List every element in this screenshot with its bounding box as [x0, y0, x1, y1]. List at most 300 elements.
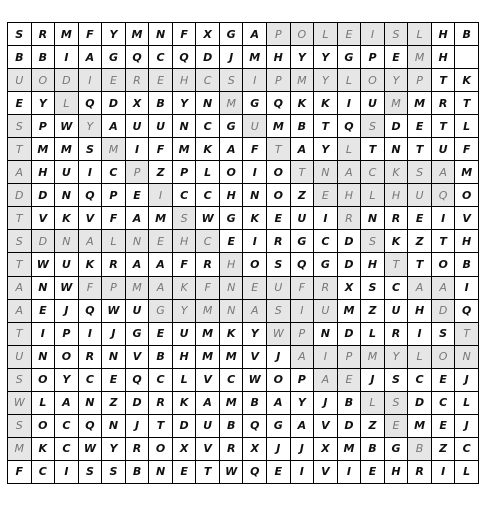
- letter-cell[interactable]: R: [78, 345, 102, 368]
- letter-cell[interactable]: S: [219, 69, 243, 92]
- letter-cell[interactable]: U: [125, 115, 149, 138]
- letter-cell[interactable]: A: [102, 115, 126, 138]
- letter-cell[interactable]: C: [196, 230, 220, 253]
- letter-cell[interactable]: G: [219, 115, 243, 138]
- letter-cell[interactable]: I: [78, 69, 102, 92]
- letter-cell[interactable]: E: [219, 230, 243, 253]
- letter-cell[interactable]: H: [384, 184, 408, 207]
- letter-cell[interactable]: M: [337, 437, 361, 460]
- letter-cell[interactable]: F: [78, 276, 102, 299]
- letter-cell[interactable]: L: [337, 138, 361, 161]
- letter-cell[interactable]: T: [408, 138, 432, 161]
- letter-cell[interactable]: L: [172, 368, 196, 391]
- letter-cell[interactable]: A: [8, 276, 32, 299]
- letter-cell[interactable]: G: [267, 414, 291, 437]
- letter-cell[interactable]: I: [149, 184, 173, 207]
- letter-cell[interactable]: G: [219, 23, 243, 46]
- letter-cell[interactable]: I: [314, 207, 338, 230]
- letter-cell[interactable]: G: [384, 437, 408, 460]
- letter-cell[interactable]: Q: [455, 299, 479, 322]
- letter-cell[interactable]: F: [243, 138, 267, 161]
- letter-cell[interactable]: Y: [172, 92, 196, 115]
- letter-cell[interactable]: B: [337, 391, 361, 414]
- letter-cell[interactable]: Y: [314, 46, 338, 69]
- letter-cell[interactable]: H: [219, 253, 243, 276]
- letter-cell[interactable]: V: [243, 345, 267, 368]
- letter-cell[interactable]: Y: [384, 69, 408, 92]
- letter-cell[interactable]: I: [55, 460, 79, 483]
- letter-cell[interactable]: P: [290, 368, 314, 391]
- letter-cell[interactable]: C: [219, 368, 243, 391]
- letter-cell[interactable]: C: [102, 161, 126, 184]
- letter-cell[interactable]: H: [361, 253, 385, 276]
- letter-cell[interactable]: Q: [337, 115, 361, 138]
- letter-cell[interactable]: N: [219, 299, 243, 322]
- letter-cell[interactable]: R: [125, 69, 149, 92]
- letter-cell[interactable]: O: [149, 437, 173, 460]
- letter-cell[interactable]: B: [149, 92, 173, 115]
- letter-cell[interactable]: E: [337, 368, 361, 391]
- letter-cell[interactable]: M: [196, 322, 220, 345]
- letter-cell[interactable]: A: [78, 230, 102, 253]
- letter-cell[interactable]: I: [55, 46, 79, 69]
- letter-cell[interactable]: M: [361, 345, 385, 368]
- letter-cell[interactable]: M: [243, 46, 267, 69]
- letter-cell[interactable]: K: [455, 69, 479, 92]
- letter-cell[interactable]: K: [31, 437, 55, 460]
- letter-cell[interactable]: A: [243, 299, 267, 322]
- letter-cell[interactable]: R: [384, 207, 408, 230]
- letter-cell[interactable]: C: [408, 368, 432, 391]
- letter-cell[interactable]: A: [149, 253, 173, 276]
- letter-cell[interactable]: E: [102, 69, 126, 92]
- letter-cell[interactable]: Y: [243, 322, 267, 345]
- letter-cell[interactable]: Q: [243, 460, 267, 483]
- letter-cell[interactable]: E: [31, 299, 55, 322]
- letter-cell[interactable]: W: [31, 253, 55, 276]
- letter-cell[interactable]: A: [55, 391, 79, 414]
- letter-cell[interactable]: L: [102, 230, 126, 253]
- letter-cell[interactable]: H: [172, 345, 196, 368]
- letter-cell[interactable]: Y: [172, 299, 196, 322]
- letter-cell[interactable]: C: [31, 460, 55, 483]
- letter-cell[interactable]: I: [243, 69, 267, 92]
- letter-cell[interactable]: O: [267, 368, 291, 391]
- letter-cell[interactable]: X: [196, 23, 220, 46]
- letter-cell[interactable]: A: [125, 253, 149, 276]
- letter-cell[interactable]: Z: [149, 161, 173, 184]
- letter-cell[interactable]: M: [196, 299, 220, 322]
- letter-cell[interactable]: N: [78, 391, 102, 414]
- letter-cell[interactable]: T: [8, 207, 32, 230]
- letter-cell[interactable]: L: [314, 23, 338, 46]
- letter-cell[interactable]: M: [8, 437, 32, 460]
- letter-cell[interactable]: L: [361, 391, 385, 414]
- letter-cell[interactable]: C: [196, 115, 220, 138]
- letter-cell[interactable]: K: [243, 207, 267, 230]
- letter-cell[interactable]: H: [172, 69, 196, 92]
- letter-cell[interactable]: T: [149, 414, 173, 437]
- letter-cell[interactable]: M: [337, 299, 361, 322]
- letter-cell[interactable]: M: [196, 345, 220, 368]
- letter-cell[interactable]: N: [219, 276, 243, 299]
- letter-cell[interactable]: C: [55, 414, 79, 437]
- letter-cell[interactable]: E: [8, 92, 32, 115]
- letter-cell[interactable]: C: [149, 46, 173, 69]
- letter-cell[interactable]: H: [431, 46, 455, 69]
- letter-cell[interactable]: U: [361, 92, 385, 115]
- letter-cell[interactable]: C: [196, 69, 220, 92]
- letter-cell[interactable]: E: [149, 230, 173, 253]
- letter-cell[interactable]: J: [455, 414, 479, 437]
- letter-cell[interactable]: I: [361, 23, 385, 46]
- letter-cell[interactable]: A: [8, 299, 32, 322]
- letter-cell[interactable]: U: [267, 276, 291, 299]
- letter-cell[interactable]: A: [196, 391, 220, 414]
- letter-cell[interactable]: T: [267, 138, 291, 161]
- letter-cell[interactable]: B: [125, 460, 149, 483]
- letter-cell[interactable]: R: [196, 253, 220, 276]
- letter-cell[interactable]: V: [125, 345, 149, 368]
- letter-cell[interactable]: U: [172, 322, 196, 345]
- letter-cell[interactable]: P: [102, 276, 126, 299]
- letter-cell[interactable]: S: [78, 138, 102, 161]
- letter-cell[interactable]: Z: [290, 184, 314, 207]
- letter-cell[interactable]: Y: [102, 23, 126, 46]
- letter-cell[interactable]: U: [8, 69, 32, 92]
- letter-cell[interactable]: F: [8, 460, 32, 483]
- letter-cell[interactable]: P: [337, 345, 361, 368]
- letter-cell[interactable]: N: [455, 345, 479, 368]
- letter-cell[interactable]: E: [384, 414, 408, 437]
- letter-cell[interactable]: G: [290, 230, 314, 253]
- letter-cell[interactable]: S: [8, 230, 32, 253]
- letter-cell[interactable]: R: [102, 253, 126, 276]
- letter-cell[interactable]: R: [125, 437, 149, 460]
- letter-cell[interactable]: J: [55, 299, 79, 322]
- letter-cell[interactable]: Z: [361, 299, 385, 322]
- letter-cell[interactable]: F: [149, 138, 173, 161]
- letter-cell[interactable]: T: [384, 253, 408, 276]
- letter-cell[interactable]: K: [384, 161, 408, 184]
- letter-cell[interactable]: E: [102, 368, 126, 391]
- letter-cell[interactable]: L: [455, 391, 479, 414]
- letter-cell[interactable]: T: [361, 138, 385, 161]
- letter-cell[interactable]: A: [267, 391, 291, 414]
- letter-cell[interactable]: I: [78, 161, 102, 184]
- letter-cell[interactable]: O: [243, 253, 267, 276]
- letter-cell[interactable]: O: [31, 414, 55, 437]
- letter-cell[interactable]: F: [78, 23, 102, 46]
- letter-cell[interactable]: L: [337, 69, 361, 92]
- letter-cell[interactable]: M: [219, 391, 243, 414]
- letter-cell[interactable]: A: [408, 276, 432, 299]
- letter-cell[interactable]: S: [102, 460, 126, 483]
- letter-cell[interactable]: Z: [408, 230, 432, 253]
- letter-cell[interactable]: M: [55, 23, 79, 46]
- letter-cell[interactable]: W: [219, 460, 243, 483]
- letter-cell[interactable]: C: [384, 276, 408, 299]
- letter-cell[interactable]: I: [314, 345, 338, 368]
- letter-cell[interactable]: N: [196, 92, 220, 115]
- letter-cell[interactable]: Z: [361, 414, 385, 437]
- letter-cell[interactable]: H: [408, 299, 432, 322]
- letter-cell[interactable]: N: [149, 460, 173, 483]
- letter-cell[interactable]: F: [290, 276, 314, 299]
- letter-cell[interactable]: O: [219, 161, 243, 184]
- letter-cell[interactable]: U: [290, 207, 314, 230]
- letter-cell[interactable]: H: [384, 460, 408, 483]
- letter-cell[interactable]: S: [267, 253, 291, 276]
- letter-cell[interactable]: S: [172, 207, 196, 230]
- letter-cell[interactable]: N: [361, 207, 385, 230]
- letter-cell[interactable]: I: [290, 299, 314, 322]
- letter-cell[interactable]: T: [196, 460, 220, 483]
- letter-cell[interactable]: X: [125, 92, 149, 115]
- letter-cell[interactable]: M: [267, 115, 291, 138]
- letter-cell[interactable]: J: [361, 368, 385, 391]
- letter-cell[interactable]: A: [431, 161, 455, 184]
- letter-cell[interactable]: A: [219, 138, 243, 161]
- letter-cell[interactable]: V: [314, 460, 338, 483]
- letter-cell[interactable]: S: [361, 276, 385, 299]
- letter-cell[interactable]: C: [196, 184, 220, 207]
- letter-cell[interactable]: M: [55, 138, 79, 161]
- letter-cell[interactable]: Q: [125, 46, 149, 69]
- letter-cell[interactable]: Q: [431, 184, 455, 207]
- letter-cell[interactable]: D: [337, 414, 361, 437]
- letter-cell[interactable]: V: [196, 368, 220, 391]
- letter-cell[interactable]: I: [78, 322, 102, 345]
- letter-cell[interactable]: N: [243, 184, 267, 207]
- letter-cell[interactable]: M: [219, 92, 243, 115]
- letter-cell[interactable]: D: [431, 299, 455, 322]
- letter-cell[interactable]: H: [31, 161, 55, 184]
- letter-cell[interactable]: E: [361, 460, 385, 483]
- letter-cell[interactable]: U: [408, 184, 432, 207]
- letter-cell[interactable]: A: [149, 276, 173, 299]
- letter-cell[interactable]: F: [172, 23, 196, 46]
- letter-cell[interactable]: T: [8, 138, 32, 161]
- letter-cell[interactable]: V: [78, 207, 102, 230]
- letter-cell[interactable]: L: [55, 92, 79, 115]
- letter-cell[interactable]: A: [8, 161, 32, 184]
- letter-cell[interactable]: X: [172, 437, 196, 460]
- letter-cell[interactable]: X: [314, 437, 338, 460]
- letter-cell[interactable]: E: [267, 460, 291, 483]
- letter-cell[interactable]: Y: [384, 345, 408, 368]
- letter-cell[interactable]: Y: [290, 391, 314, 414]
- letter-cell[interactable]: A: [290, 345, 314, 368]
- letter-cell[interactable]: H: [337, 184, 361, 207]
- letter-cell[interactable]: A: [125, 207, 149, 230]
- letter-cell[interactable]: V: [314, 414, 338, 437]
- letter-cell[interactable]: O: [31, 69, 55, 92]
- letter-cell[interactable]: Z: [102, 391, 126, 414]
- letter-cell[interactable]: O: [31, 368, 55, 391]
- letter-cell[interactable]: L: [361, 184, 385, 207]
- letter-cell[interactable]: D: [31, 184, 55, 207]
- letter-cell[interactable]: V: [31, 207, 55, 230]
- letter-cell[interactable]: D: [337, 253, 361, 276]
- letter-cell[interactable]: T: [408, 253, 432, 276]
- letter-cell[interactable]: D: [337, 322, 361, 345]
- letter-cell[interactable]: C: [172, 184, 196, 207]
- letter-cell[interactable]: R: [337, 207, 361, 230]
- letter-cell[interactable]: U: [149, 115, 173, 138]
- letter-cell[interactable]: K: [384, 230, 408, 253]
- letter-cell[interactable]: T: [290, 161, 314, 184]
- letter-cell[interactable]: M: [384, 92, 408, 115]
- letter-cell[interactable]: D: [384, 115, 408, 138]
- letter-cell[interactable]: E: [408, 115, 432, 138]
- letter-cell[interactable]: Y: [102, 437, 126, 460]
- letter-cell[interactable]: Q: [172, 46, 196, 69]
- letter-cell[interactable]: E: [408, 207, 432, 230]
- letter-cell[interactable]: I: [337, 92, 361, 115]
- letter-cell[interactable]: E: [384, 46, 408, 69]
- letter-cell[interactable]: S: [267, 299, 291, 322]
- letter-cell[interactable]: A: [337, 161, 361, 184]
- letter-cell[interactable]: D: [102, 92, 126, 115]
- letter-cell[interactable]: P: [361, 46, 385, 69]
- letter-cell[interactable]: N: [384, 138, 408, 161]
- letter-cell[interactable]: S: [8, 368, 32, 391]
- letter-cell[interactable]: W: [102, 299, 126, 322]
- letter-cell[interactable]: L: [31, 391, 55, 414]
- letter-cell[interactable]: S: [361, 115, 385, 138]
- letter-cell[interactable]: G: [125, 322, 149, 345]
- letter-cell[interactable]: S: [408, 161, 432, 184]
- letter-cell[interactable]: Y: [314, 138, 338, 161]
- letter-cell[interactable]: R: [314, 276, 338, 299]
- letter-cell[interactable]: B: [243, 391, 267, 414]
- letter-cell[interactable]: Q: [243, 414, 267, 437]
- letter-cell[interactable]: I: [243, 230, 267, 253]
- letter-cell[interactable]: K: [219, 322, 243, 345]
- letter-cell[interactable]: G: [149, 299, 173, 322]
- letter-cell[interactable]: M: [455, 161, 479, 184]
- letter-cell[interactable]: B: [31, 46, 55, 69]
- letter-cell[interactable]: O: [267, 161, 291, 184]
- letter-cell[interactable]: T: [314, 115, 338, 138]
- letter-cell[interactable]: E: [314, 184, 338, 207]
- letter-cell[interactable]: C: [314, 230, 338, 253]
- letter-cell[interactable]: P: [55, 322, 79, 345]
- letter-cell[interactable]: V: [455, 207, 479, 230]
- letter-cell[interactable]: U: [243, 115, 267, 138]
- letter-cell[interactable]: S: [361, 230, 385, 253]
- letter-cell[interactable]: S: [384, 368, 408, 391]
- letter-cell[interactable]: N: [149, 23, 173, 46]
- letter-cell[interactable]: Y: [290, 46, 314, 69]
- letter-cell[interactable]: C: [78, 368, 102, 391]
- letter-cell[interactable]: N: [31, 345, 55, 368]
- letter-cell[interactable]: D: [172, 414, 196, 437]
- letter-cell[interactable]: N: [102, 414, 126, 437]
- letter-cell[interactable]: T: [431, 69, 455, 92]
- letter-cell[interactable]: R: [267, 230, 291, 253]
- letter-cell[interactable]: M: [125, 276, 149, 299]
- letter-cell[interactable]: K: [78, 253, 102, 276]
- letter-cell[interactable]: F: [196, 276, 220, 299]
- letter-cell[interactable]: W: [55, 276, 79, 299]
- letter-cell[interactable]: S: [384, 391, 408, 414]
- letter-cell[interactable]: A: [290, 138, 314, 161]
- letter-cell[interactable]: O: [290, 23, 314, 46]
- letter-cell[interactable]: P: [267, 23, 291, 46]
- letter-cell[interactable]: O: [455, 184, 479, 207]
- letter-cell[interactable]: B: [408, 437, 432, 460]
- letter-cell[interactable]: C: [149, 368, 173, 391]
- letter-cell[interactable]: I: [408, 322, 432, 345]
- letter-cell[interactable]: M: [102, 138, 126, 161]
- letter-cell[interactable]: O: [431, 253, 455, 276]
- letter-cell[interactable]: E: [267, 207, 291, 230]
- letter-cell[interactable]: O: [431, 345, 455, 368]
- letter-cell[interactable]: U: [431, 138, 455, 161]
- letter-cell[interactable]: B: [149, 345, 173, 368]
- letter-cell[interactable]: Z: [431, 437, 455, 460]
- letter-cell[interactable]: G: [219, 207, 243, 230]
- letter-cell[interactable]: E: [172, 460, 196, 483]
- letter-cell[interactable]: S: [8, 414, 32, 437]
- letter-cell[interactable]: B: [290, 115, 314, 138]
- letter-cell[interactable]: A: [78, 46, 102, 69]
- letter-cell[interactable]: J: [125, 414, 149, 437]
- letter-cell[interactable]: M: [31, 138, 55, 161]
- letter-cell[interactable]: Y: [314, 69, 338, 92]
- letter-cell[interactable]: R: [31, 23, 55, 46]
- letter-cell[interactable]: W: [55, 115, 79, 138]
- letter-cell[interactable]: U: [384, 299, 408, 322]
- letter-cell[interactable]: J: [267, 437, 291, 460]
- letter-cell[interactable]: C: [431, 391, 455, 414]
- letter-cell[interactable]: C: [455, 437, 479, 460]
- letter-cell[interactable]: B: [8, 46, 32, 69]
- letter-cell[interactable]: N: [314, 161, 338, 184]
- letter-cell[interactable]: Q: [290, 253, 314, 276]
- letter-cell[interactable]: O: [55, 345, 79, 368]
- letter-cell[interactable]: E: [337, 23, 361, 46]
- letter-cell[interactable]: J: [102, 322, 126, 345]
- letter-cell[interactable]: F: [102, 207, 126, 230]
- letter-cell[interactable]: A: [314, 368, 338, 391]
- letter-cell[interactable]: K: [314, 92, 338, 115]
- letter-cell[interactable]: P: [408, 69, 432, 92]
- letter-cell[interactable]: L: [455, 115, 479, 138]
- letter-cell[interactable]: T: [431, 230, 455, 253]
- letter-cell[interactable]: O: [361, 69, 385, 92]
- letter-cell[interactable]: I: [31, 322, 55, 345]
- letter-cell[interactable]: M: [219, 345, 243, 368]
- letter-cell[interactable]: H: [267, 46, 291, 69]
- letter-cell[interactable]: S: [78, 460, 102, 483]
- letter-cell[interactable]: E: [431, 414, 455, 437]
- letter-cell[interactable]: T: [455, 322, 479, 345]
- letter-cell[interactable]: N: [55, 230, 79, 253]
- letter-cell[interactable]: Q: [78, 92, 102, 115]
- letter-cell[interactable]: B: [219, 414, 243, 437]
- letter-cell[interactable]: Q: [78, 299, 102, 322]
- letter-cell[interactable]: M: [125, 23, 149, 46]
- letter-cell[interactable]: U: [8, 345, 32, 368]
- letter-cell[interactable]: L: [408, 23, 432, 46]
- letter-cell[interactable]: G: [314, 253, 338, 276]
- letter-cell[interactable]: N: [125, 230, 149, 253]
- letter-cell[interactable]: K: [172, 391, 196, 414]
- letter-cell[interactable]: J: [219, 46, 243, 69]
